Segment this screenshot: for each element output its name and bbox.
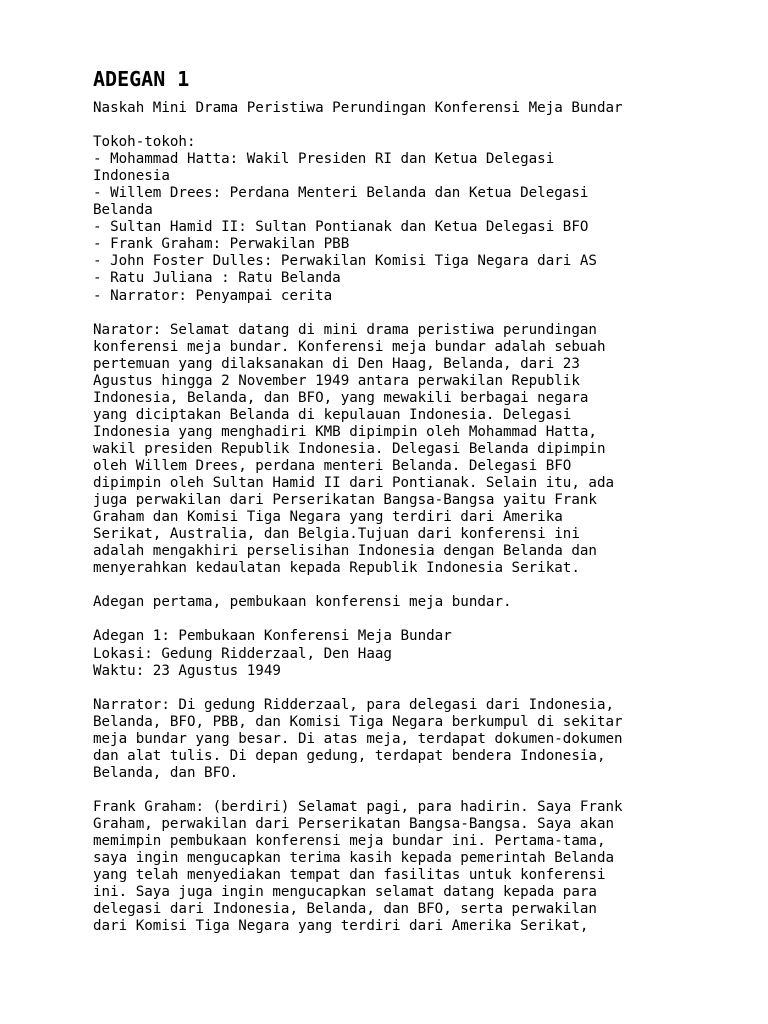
paragraph-line: wakil presiden Republik Indonesia. Delegasi Belanda dipimpin — [93, 440, 606, 457]
cast-line: - Mohammad Hatta: Wakil Presiden RI dan Ketua Delegasi — [93, 151, 555, 168]
cast-heading: Tokoh-tokoh: — [93, 134, 196, 151]
paragraph-line: ini. Saya juga ingin mengucapkan selamat datang kepada para — [93, 884, 597, 901]
paragraph-spacer — [93, 577, 753, 594]
paragraph-spacer — [93, 611, 753, 628]
paragraph-line: juga perwakilan dari Perserikatan Bangsa-Bangsa yaitu Frank — [93, 492, 597, 509]
paragraph-line: Agustus hingga 2 November 1949 antara perwakilan Republik — [93, 372, 580, 389]
cast-line: - Ratu Juliana : Ratu Belanda — [93, 270, 341, 287]
cast-line: - Frank Graham: Perwakilan PBB — [93, 236, 350, 253]
frank-graham-paragraph — [93, 799, 753, 935]
paragraph-line: dipimpin oleh Sultan Hamid II dari Pontianak. Selain itu, ada — [93, 475, 615, 492]
paragraph-line: Indonesia, Belanda, dan BFO, yang mewakili berbagai negara — [93, 389, 589, 406]
paragraph-line: dan alat tulis. Di depan gedung, terdapat bendera Indonesia, — [93, 747, 606, 764]
paragraph-line: menyerahkan kedaulatan kepada Republik Indonesia Serikat. — [93, 560, 580, 577]
paragraph-line: konferensi meja bundar. Konferensi meja bundar adalah sebuah — [93, 338, 606, 355]
cast-line: - Sultan Hamid II: Sultan Pontianak dan Ketua Delegasi BFO — [93, 219, 589, 236]
paragraph-spacer — [93, 680, 753, 697]
cast-line: - Willem Drees: Perdana Menteri Belanda dan Ketua Delegasi — [93, 185, 589, 202]
scene-header-line: Adegan 1: Pembukaan Konferensi Meja Bundar — [93, 628, 452, 645]
paragraph-line: pertemuan yang dilaksanakan di Den Haag, Belanda, dari 23 — [93, 355, 580, 372]
cast-line: - Narrator: Penyampai cerita — [93, 287, 333, 304]
paragraph-line: yang telah menyediakan tempat dan fasilitas untuk konferensi — [93, 867, 606, 884]
paragraph-line: Belanda, dan BFO. — [93, 764, 239, 781]
scene-header-line: Waktu: 23 Agustus 1949 — [93, 662, 281, 679]
paragraph-line: yang diciptakan Belanda di kepulauan Indonesia. Delegasi — [93, 406, 572, 423]
paragraph-line: adalah mengakhiri perselisihan Indonesia dengan Belanda dan — [93, 543, 597, 560]
paragraph-spacer — [93, 305, 753, 322]
paragraph-line: saya ingin mengucapkan terima kasih kepada pemerintah Belanda — [93, 850, 615, 867]
paragraph-line: memimpin pembukaan konferensi meja bundar ini. Pertama-tama, — [93, 833, 606, 850]
document-page — [93, 66, 753, 935]
paragraph-line: Narator: Selamat datang di mini drama peristiwa perundingan — [93, 321, 597, 338]
paragraph-line: Narrator: Di gedung Ridderzaal, para delegasi dari Indonesia, — [93, 696, 615, 713]
cast-line: Indonesia — [93, 168, 170, 185]
paragraph-line: Frank Graham: (berdiri) Selamat pagi, para hadirin. Saya Frank — [93, 798, 623, 815]
scene-header-line: Lokasi: Gedung Ridderzaal, Den Haag — [93, 645, 392, 662]
paragraph-line: Graham, perwakilan dari Perserikatan Bangsa-Bangsa. Saya akan — [93, 815, 615, 832]
paragraph-spacer — [93, 117, 753, 134]
paragraph-line: Serikat, Australia, dan Belgia.Tujuan dari konferensi ini — [93, 526, 580, 543]
paragraph-line: Belanda, BFO, PBB, dan Komisi Tiga Negara berkumpul di sekitar — [93, 713, 623, 730]
document-subtitle: Naskah Mini Drama Peristiwa Perundingan Konferensi Meja Bundar — [93, 100, 623, 116]
paragraph-line: meja bundar yang besar. Di atas meja, terdapat dokumen-dokumen — [93, 730, 623, 747]
document-title: ADEGAN 1 — [93, 67, 190, 91]
narrator-intro-paragraph — [93, 322, 753, 578]
scene-intro-line: Adegan pertama, pembukaan konferensi meja bundar. — [93, 594, 512, 611]
scene-header — [93, 628, 753, 679]
paragraph-spacer — [93, 782, 753, 799]
paragraph-line: oleh Willem Drees, perdana menteri Belanda. Delegasi BFO — [93, 457, 572, 474]
paragraph-line: delegasi dari Indonesia, Belanda, dan BFO, serta perwakilan — [93, 901, 597, 918]
cast-list — [93, 151, 753, 304]
paragraph-line: Indonesia yang menghadiri KMB dipimpin oleh Mohammad Hatta, — [93, 423, 597, 440]
cast-line: - John Foster Dulles: Perwakilan Komisi Tiga Negara dari AS — [93, 253, 597, 270]
narrator-scene-paragraph — [93, 697, 753, 782]
cast-line: Belanda — [93, 202, 153, 219]
paragraph-line: Graham dan Komisi Tiga Negara yang terdiri dari Amerika — [93, 509, 563, 526]
paragraph-line: dari Komisi Tiga Negara yang terdiri dari Amerika Serikat, — [93, 918, 589, 935]
